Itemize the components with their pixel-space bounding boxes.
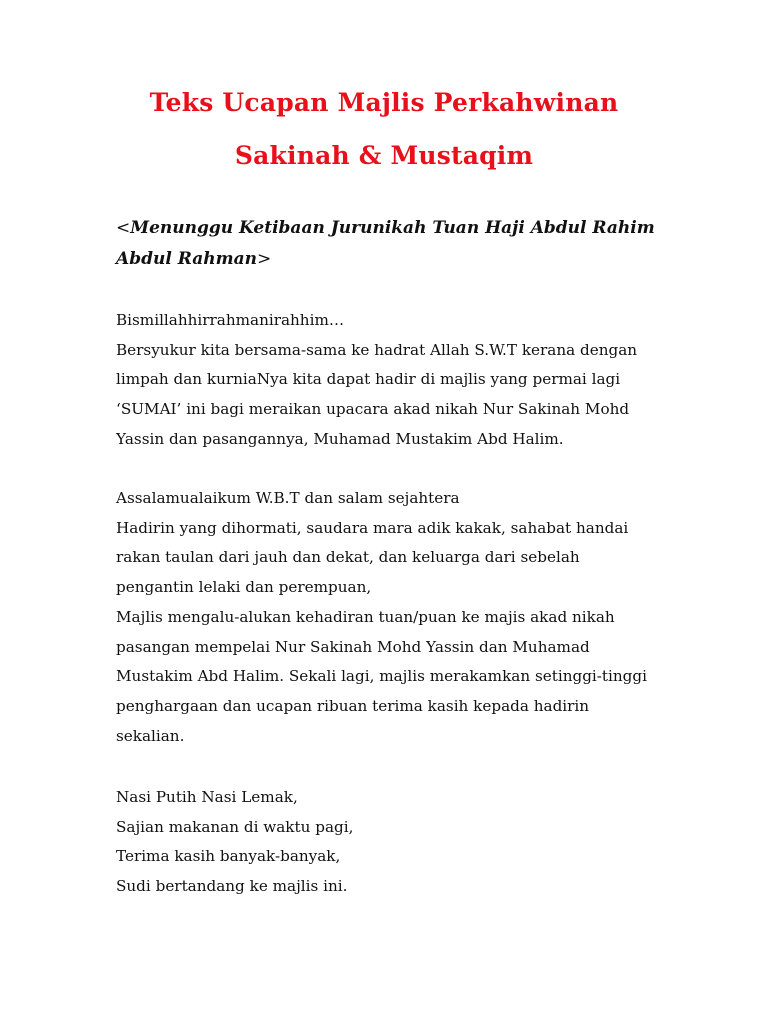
paragraph-line: Assalamualaikum W.B.T dan salam sejahtera — [116, 489, 460, 507]
paragraph-line: limpah dan kurniaNya kita dapat hadir di majlis yang permai lagi — [116, 370, 621, 389]
subtitle-line-2 — [116, 244, 656, 275]
subtitle-italic-line-2: Abdul Rahman — [116, 249, 257, 269]
pantun-line: Nasi Putih Nasi Lemak, — [116, 788, 298, 806]
subtitle-close-bracket: > — [256, 249, 272, 269]
pantun-line: Sudi bertandang ke majlis ini. — [116, 877, 348, 896]
document-title-line-1: Teks Ucapan Majlis Perkahwinan — [149, 88, 619, 117]
paragraph-welcome — [116, 484, 656, 751]
pantun-line: Sajian makanan di waktu pagi, — [116, 817, 354, 836]
paragraph-line: ‘SUMAI’ ini bagi meraikan upacara akad nikah Nur Sakinah Mohd — [116, 400, 630, 419]
subtitle-open-bracket: < — [116, 218, 131, 238]
subtitle-line-1 — [116, 213, 656, 244]
pantun-line: Terima kasih banyak-banyak, — [116, 847, 341, 866]
paragraph-line: Majlis mengalu-alukan kehadiran tuan/puan ke majis akad nikah — [116, 607, 615, 626]
paragraph-line: Yassin dan pasangannya, Muhamad Mustakim Abd Halim. — [116, 429, 564, 448]
paragraph-line: pasangan mempelai Nur Sakinah Mohd Yassin dan Muhamad — [116, 637, 590, 656]
paragraph-line: Bersyukur kita bersama-sama ke hadrat Allah S.W.T kerana dengan — [116, 340, 638, 359]
paragraph-opening — [116, 306, 656, 455]
paragraph-line: sekalian. — [116, 726, 185, 745]
paragraph-line: Mustakim Abd Halim. Sekali lagi, majlis merakamkan setinggi-tinggi — [116, 667, 647, 686]
pantun-verse — [116, 783, 656, 902]
subtitle-note — [116, 213, 656, 275]
paragraph-line: penghargaan dan ucapan ribuan terima kasih kepada hadirin — [116, 696, 590, 715]
subtitle-italic-line-1: Menunggu Ketibaan Jurunikah Tuan Haji Abdul Rahim — [130, 218, 655, 238]
paragraph-line: rakan taulan dari jauh dan dekat, dan keluarga dari sebelah — [116, 548, 580, 567]
document-title-line-2: Sakinah & Mustaqim — [234, 141, 534, 170]
paragraph-line: Hadirin yang dihormati, saudara mara adik kakak, sahabat handai — [116, 518, 629, 537]
paragraph-line: Bismillahhirrahmanirahhim… — [116, 311, 345, 329]
paragraph-line: pengantin lelaki dan perempuan, — [116, 578, 372, 597]
